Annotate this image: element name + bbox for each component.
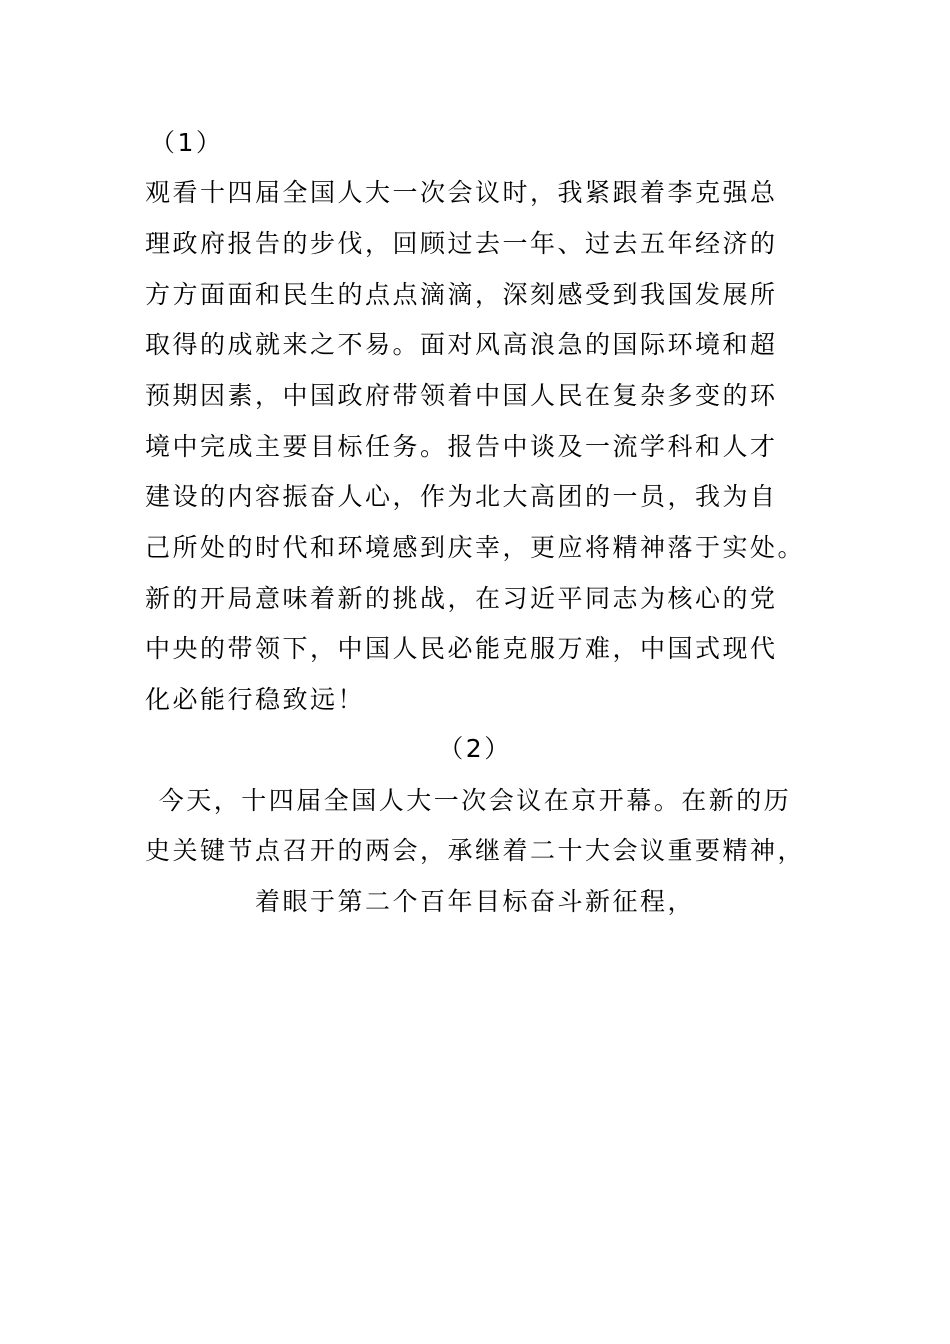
section-1-line: 中央的带领下，中国人民必能克服万难，中国式现代 bbox=[145, 634, 778, 663]
section-1-line: 建设的内容振奋人心，作为北大高团的一员，我为自 bbox=[145, 482, 778, 511]
section-1-line: 理政府报告的步伐，回顾过去一年、过去五年经济的 bbox=[145, 229, 778, 258]
section-1-line: 预期因素，中国政府带领着中国人民在复杂多变的环 bbox=[145, 381, 778, 410]
section-2-number: （2） bbox=[438, 734, 512, 763]
section-1-line: 境中完成主要目标任务。报告中谈及一流学科和人才 bbox=[145, 432, 778, 461]
section-2-line: 着眼于第二个百年目标奋斗新征程， bbox=[254, 887, 695, 916]
section-2-line: 今天，十四届全国人大一次会议在京开幕。在新的历 bbox=[158, 786, 792, 815]
section-1-line: 方方面面和民生的点点滴滴，深刻感受到我国发展所 bbox=[145, 280, 778, 309]
section-1-line: 取得的成就来之不易。面对风高浪急的国际环境和超 bbox=[145, 330, 778, 359]
section-2-line: 史关键节点召开的两会，承继着二十大会议重要精神， bbox=[144, 836, 805, 865]
section-1-line: 新的开局意味着新的挑战，在习近平同志为核心的党 bbox=[145, 584, 778, 613]
section-1-line: 观看十四届全国人大一次会议时，我紧跟着李克强总 bbox=[145, 178, 778, 207]
section-1-line: 化必能行稳致远！ bbox=[145, 685, 366, 714]
section-1-line: 己所处的时代和环境感到庆幸，更应将精神落于实处。 bbox=[145, 533, 806, 562]
section-1-number: （1） bbox=[150, 128, 224, 157]
